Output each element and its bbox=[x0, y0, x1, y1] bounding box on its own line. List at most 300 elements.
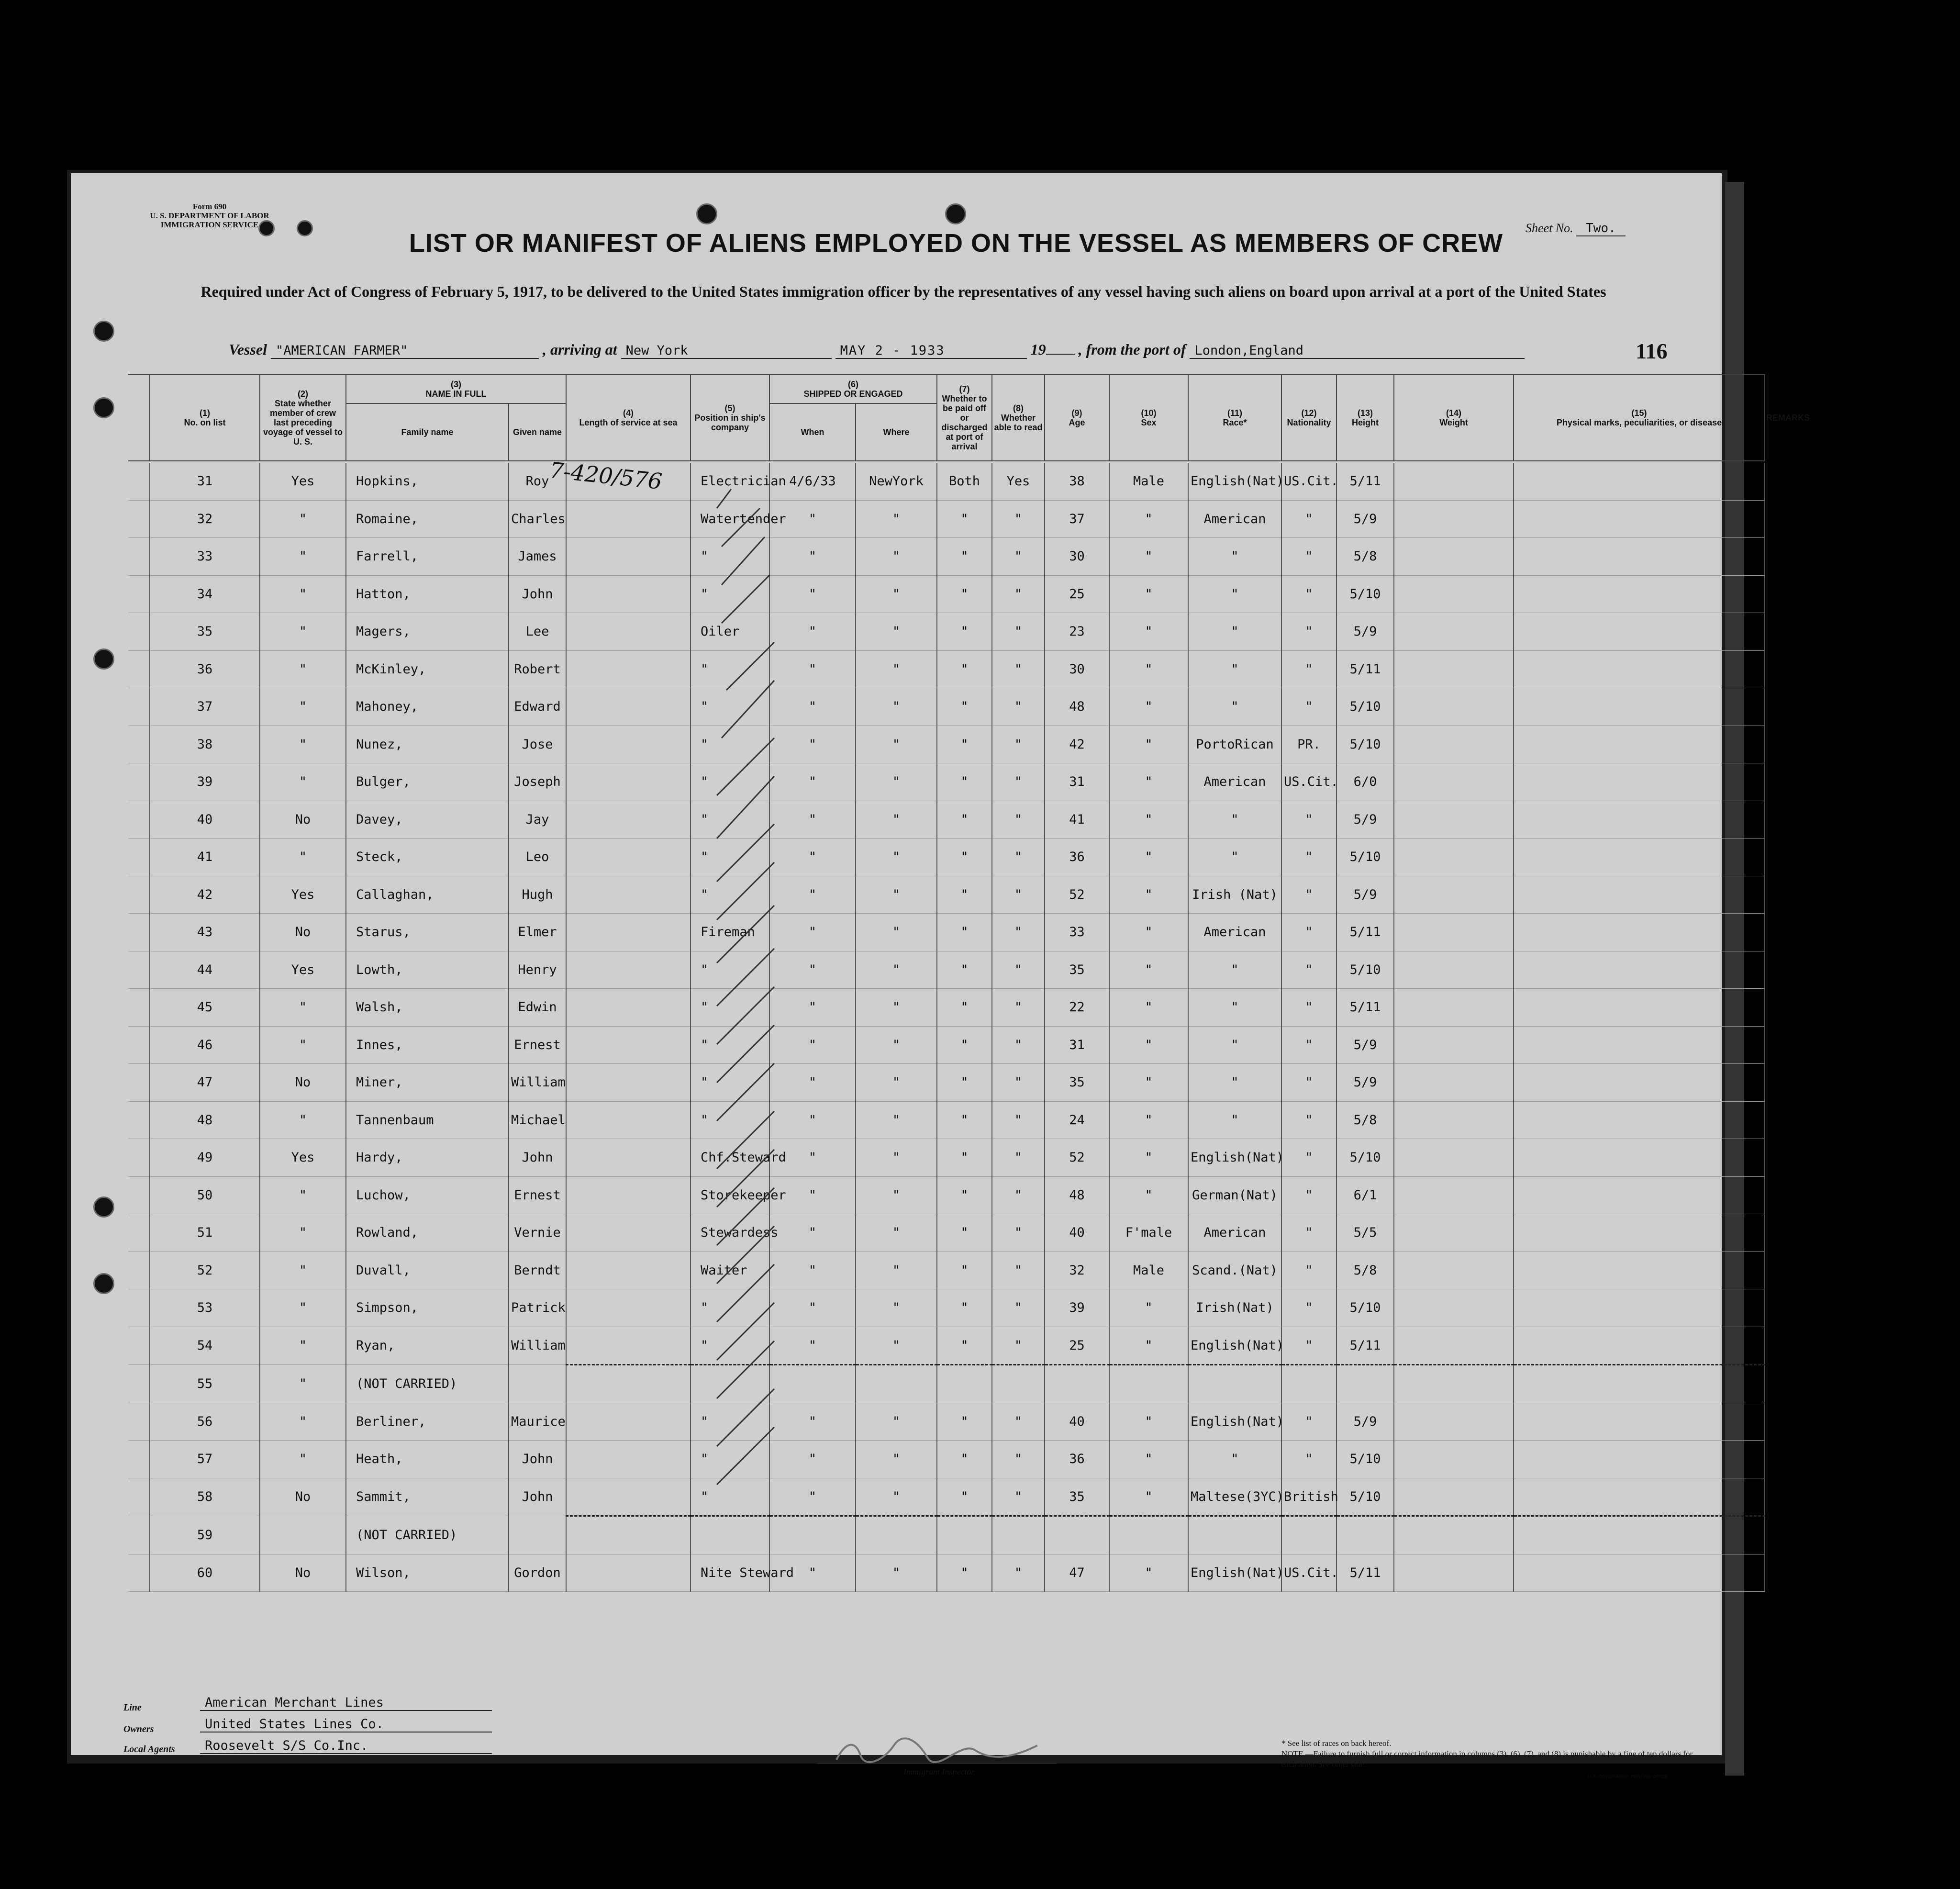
cell-read: " bbox=[992, 951, 1045, 989]
cell-age: 52 bbox=[1045, 1139, 1109, 1177]
cell-read: " bbox=[992, 1176, 1045, 1214]
cell-sex: " bbox=[1109, 688, 1188, 726]
cell-prev: " bbox=[260, 1441, 346, 1478]
table-row bbox=[128, 801, 1765, 838]
cell-height: 5/9 bbox=[1336, 1403, 1394, 1441]
row-margin bbox=[128, 463, 150, 500]
cell-where: " bbox=[856, 726, 937, 763]
agents-value: Roosevelt S/S Co.Inc. bbox=[200, 1738, 492, 1754]
cell-prev: No bbox=[260, 1064, 346, 1102]
cell-when: " bbox=[769, 1214, 856, 1252]
cell-where: " bbox=[856, 538, 937, 576]
cell-read: " bbox=[992, 989, 1045, 1027]
cell-height: 5/11 bbox=[1336, 1554, 1394, 1592]
cell-nat: " bbox=[1281, 650, 1336, 688]
cell-given: Ernest bbox=[509, 1176, 566, 1214]
cell-given: Charles bbox=[509, 500, 566, 538]
cell-position: " bbox=[690, 1026, 769, 1064]
cell-when: " bbox=[769, 1064, 856, 1102]
col-12-header: (12) Nationality bbox=[1281, 375, 1336, 461]
cell-empty bbox=[1394, 1026, 1514, 1064]
cell-height: 5/10 bbox=[1336, 575, 1394, 613]
cell-prev: " bbox=[260, 650, 346, 688]
table-row bbox=[128, 1214, 1765, 1252]
manifest-sheet bbox=[71, 173, 1810, 1779]
cell-position: " bbox=[690, 951, 769, 989]
cell-when: " bbox=[769, 951, 856, 989]
cell-position: " bbox=[690, 726, 769, 763]
cell-no: 60 bbox=[150, 1554, 260, 1592]
cell-family: Berliner, bbox=[346, 1403, 509, 1441]
cell-where: " bbox=[856, 914, 937, 951]
cell-family: Callaghan, bbox=[346, 876, 509, 914]
cell-race: German(Nat) bbox=[1188, 1176, 1281, 1214]
printer-imprint: U. S. GOVERNMENT PRINTING OFFICE bbox=[1588, 1774, 1668, 1779]
cell-when: " bbox=[769, 1403, 856, 1441]
table-row bbox=[128, 688, 1765, 726]
cell-position: " bbox=[690, 989, 769, 1027]
cell-height: 5/9 bbox=[1336, 1064, 1394, 1102]
cell-paid: " bbox=[937, 1214, 992, 1252]
cell-sex: " bbox=[1109, 1441, 1188, 1478]
cell-empty bbox=[566, 1139, 690, 1177]
cell-sex: " bbox=[1109, 763, 1188, 801]
cell-read: " bbox=[992, 1403, 1045, 1441]
cell-where: " bbox=[856, 1139, 937, 1177]
cell-when: " bbox=[769, 763, 856, 801]
cell-when: " bbox=[769, 876, 856, 914]
cell-when: " bbox=[769, 1554, 856, 1592]
cell-prev: " bbox=[260, 1026, 346, 1064]
cell-height: 5/10 bbox=[1336, 1139, 1394, 1177]
cell-empty bbox=[1514, 1365, 1765, 1403]
col-2-header: (2) State whether member of crew last preceding voyage of vessel to U. S. bbox=[260, 375, 346, 461]
cell-given: Michael bbox=[509, 1101, 566, 1139]
cell-empty bbox=[566, 688, 690, 726]
cell-height: 5/8 bbox=[1336, 1252, 1394, 1289]
cell-sex: " bbox=[1109, 914, 1188, 951]
cell-paid: " bbox=[937, 1403, 992, 1441]
cell-paid: " bbox=[937, 1289, 992, 1327]
cell-nat: " bbox=[1281, 1252, 1336, 1289]
cell-height: 5/8 bbox=[1336, 538, 1394, 576]
cell-where: " bbox=[856, 650, 937, 688]
cell-no: 44 bbox=[150, 951, 260, 989]
cell-empty bbox=[566, 1365, 690, 1403]
cell-no: 53 bbox=[150, 1289, 260, 1327]
cell-height: 5/10 bbox=[1336, 1441, 1394, 1478]
cell-position: " bbox=[690, 688, 769, 726]
cell-paid: " bbox=[937, 1176, 992, 1214]
cell-where bbox=[856, 1516, 937, 1554]
cell-prev: Yes bbox=[260, 1139, 346, 1177]
cell-empty bbox=[1394, 1139, 1514, 1177]
cell-empty bbox=[1514, 1026, 1765, 1064]
cell-empty bbox=[1394, 613, 1514, 651]
cell-position: " bbox=[690, 1289, 769, 1327]
row-margin bbox=[128, 650, 150, 688]
cell-family: Davey, bbox=[346, 801, 509, 838]
punch-hole bbox=[93, 1196, 114, 1218]
cell-race: English(Nat) bbox=[1188, 1403, 1281, 1441]
cell-position: " bbox=[690, 801, 769, 838]
cell-sex: " bbox=[1109, 951, 1188, 989]
cell-paid: " bbox=[937, 1327, 992, 1365]
cell-nat: " bbox=[1281, 1101, 1336, 1139]
cell-prev: " bbox=[260, 1289, 346, 1327]
row-margin bbox=[128, 1554, 150, 1592]
row-margin bbox=[128, 1289, 150, 1327]
cell-given: Vernie bbox=[509, 1214, 566, 1252]
cell-given: Jay bbox=[509, 801, 566, 838]
cell-sex: " bbox=[1109, 650, 1188, 688]
cell-no: 34 bbox=[150, 575, 260, 613]
cell-no: 50 bbox=[150, 1176, 260, 1214]
cell-empty bbox=[566, 1176, 690, 1214]
cell-read: " bbox=[992, 688, 1045, 726]
cell-paid: " bbox=[937, 726, 992, 763]
table-row bbox=[128, 1139, 1765, 1177]
cell-family: Wilson, bbox=[346, 1554, 509, 1592]
cell-height: 5/9 bbox=[1336, 876, 1394, 914]
cell-race: " bbox=[1188, 951, 1281, 989]
cell-where: " bbox=[856, 1064, 937, 1102]
cell-family: (NOT CARRIED) bbox=[346, 1516, 509, 1554]
cell-nat: " bbox=[1281, 1214, 1336, 1252]
cell-sex: Male bbox=[1109, 463, 1188, 500]
cell-nat: " bbox=[1281, 613, 1336, 651]
table-row bbox=[128, 1554, 1765, 1592]
vessel-line: Vessel "AMERICAN FARMER" , arriving at New York MAY 2 - 1933 19 , from the port of London,England bbox=[229, 341, 1664, 365]
cell-position: " bbox=[690, 1403, 769, 1441]
cell-prev: " bbox=[260, 575, 346, 613]
cell-empty bbox=[566, 500, 690, 538]
cell-when: " bbox=[769, 1101, 856, 1139]
cell-read: " bbox=[992, 575, 1045, 613]
cell-empty bbox=[1514, 1252, 1765, 1289]
cell-height: 5/10 bbox=[1336, 951, 1394, 989]
cell-sex: " bbox=[1109, 838, 1188, 876]
table-row bbox=[128, 1101, 1765, 1139]
cell-nat bbox=[1281, 1516, 1336, 1554]
cell-race: Scand.(Nat) bbox=[1188, 1252, 1281, 1289]
cell-read: " bbox=[992, 1101, 1045, 1139]
cell-no: 36 bbox=[150, 650, 260, 688]
cell-no: 33 bbox=[150, 538, 260, 576]
cell-nat: " bbox=[1281, 688, 1336, 726]
cell-empty bbox=[1394, 1403, 1514, 1441]
cell-race: Maltese(3YC) bbox=[1188, 1478, 1281, 1516]
document-subtitle: Required under Act of Congress of February 5, 1917, to be delivered to the United States immigration officer by the representatives of any vessel having such aliens on board upon arrival at a port of the United States bbox=[200, 283, 1606, 300]
cell-paid: " bbox=[937, 575, 992, 613]
row-margin bbox=[128, 688, 150, 726]
cell-when: " bbox=[769, 1289, 856, 1327]
cell-race: " bbox=[1188, 1026, 1281, 1064]
cell-height: 5/10 bbox=[1336, 1289, 1394, 1327]
cell-given: Joseph bbox=[509, 763, 566, 801]
table-row bbox=[128, 1478, 1765, 1516]
cell-empty bbox=[566, 538, 690, 576]
cell-height: 5/11 bbox=[1336, 914, 1394, 951]
cell-nat: " bbox=[1281, 1441, 1336, 1478]
cell-position: Stewardess bbox=[690, 1214, 769, 1252]
col-13-header: (13) Height bbox=[1336, 375, 1394, 461]
col-14-header: (14) Weight bbox=[1394, 375, 1514, 461]
cell-height: 5/11 bbox=[1336, 650, 1394, 688]
cell-race: American bbox=[1188, 500, 1281, 538]
arrival-port: New York bbox=[621, 343, 832, 359]
cell-family: Bulger, bbox=[346, 763, 509, 801]
cell-nat: " bbox=[1281, 838, 1336, 876]
cell-position: Fireman bbox=[690, 914, 769, 951]
cell-height: 5/9 bbox=[1336, 500, 1394, 538]
cell-nat: " bbox=[1281, 1327, 1336, 1365]
table-row bbox=[128, 1441, 1765, 1478]
cell-given: Patrick bbox=[509, 1289, 566, 1327]
cell-age: 36 bbox=[1045, 838, 1109, 876]
cell-empty bbox=[1514, 1214, 1765, 1252]
cell-read bbox=[992, 1365, 1045, 1403]
cell-empty bbox=[1394, 1101, 1514, 1139]
cell-position: Waiter bbox=[690, 1252, 769, 1289]
cell-when: " bbox=[769, 726, 856, 763]
cell-given: William bbox=[509, 1064, 566, 1102]
cell-empty bbox=[1394, 1214, 1514, 1252]
cell-race: " bbox=[1188, 1064, 1281, 1102]
cell-family: Hopkins, bbox=[346, 463, 509, 500]
punch-hole bbox=[297, 220, 313, 236]
cell-no: 59 bbox=[150, 1516, 260, 1554]
cell-family: Sammit, bbox=[346, 1478, 509, 1516]
cell-empty bbox=[1394, 838, 1514, 876]
cell-paid: " bbox=[937, 1252, 992, 1289]
cell-race: " bbox=[1188, 613, 1281, 651]
cell-empty bbox=[1394, 650, 1514, 688]
cell-age: 24 bbox=[1045, 1101, 1109, 1139]
row-margin bbox=[128, 989, 150, 1027]
cell-sex: " bbox=[1109, 1478, 1188, 1516]
punch-hole bbox=[93, 1273, 114, 1294]
cell-height: 5/10 bbox=[1336, 726, 1394, 763]
cell-race: " bbox=[1188, 1441, 1281, 1478]
line-value: American Merchant Lines bbox=[200, 1695, 492, 1711]
cell-paid: " bbox=[937, 1478, 992, 1516]
cell-nat: British bbox=[1281, 1478, 1336, 1516]
cell-empty bbox=[1514, 1064, 1765, 1102]
cell-prev: No bbox=[260, 801, 346, 838]
owners-value: United States Lines Co. bbox=[200, 1717, 492, 1733]
cell-empty bbox=[1514, 463, 1765, 500]
cell-empty bbox=[1514, 538, 1765, 576]
cell-empty bbox=[566, 613, 690, 651]
cell-empty bbox=[566, 1403, 690, 1441]
cell-given: Elmer bbox=[509, 914, 566, 951]
cell-when: " bbox=[769, 1478, 856, 1516]
cell-race: PortoRican bbox=[1188, 726, 1281, 763]
cell-empty bbox=[1514, 650, 1765, 688]
cell-prev: " bbox=[260, 613, 346, 651]
cell-sex: " bbox=[1109, 989, 1188, 1027]
cell-read: " bbox=[992, 763, 1045, 801]
cell-when: " bbox=[769, 1441, 856, 1478]
row-margin bbox=[128, 575, 150, 613]
table-row bbox=[128, 1176, 1765, 1214]
cell-age: 23 bbox=[1045, 613, 1109, 651]
cell-paid: " bbox=[937, 801, 992, 838]
cell-height: 5/10 bbox=[1336, 688, 1394, 726]
cell-position: " bbox=[690, 876, 769, 914]
cell-height: 5/11 bbox=[1336, 989, 1394, 1027]
cell-family: McKinley, bbox=[346, 650, 509, 688]
cell-no: 37 bbox=[150, 688, 260, 726]
cell-height: 5/8 bbox=[1336, 1101, 1394, 1139]
row-margin bbox=[128, 914, 150, 951]
cell-race: " bbox=[1188, 1101, 1281, 1139]
cell-given: James bbox=[509, 538, 566, 576]
cell-age: 32 bbox=[1045, 1252, 1109, 1289]
cell-age: 39 bbox=[1045, 1289, 1109, 1327]
cell-height: 6/0 bbox=[1336, 763, 1394, 801]
cell-sex: " bbox=[1109, 613, 1188, 651]
cell-prev: Yes bbox=[260, 876, 346, 914]
cell-prev: Yes bbox=[260, 463, 346, 500]
cell-age: 40 bbox=[1045, 1403, 1109, 1441]
cell-given: William bbox=[509, 1327, 566, 1365]
row-margin bbox=[128, 838, 150, 876]
cell-read: " bbox=[992, 1026, 1045, 1064]
handwritten-annotation: 7-420/576 bbox=[548, 457, 664, 495]
cell-race: English(Nat) bbox=[1188, 1554, 1281, 1592]
table-row bbox=[128, 989, 1765, 1027]
cell-empty bbox=[1514, 951, 1765, 989]
cell-nat bbox=[1281, 1365, 1336, 1403]
cell-nat: " bbox=[1281, 575, 1336, 613]
cell-where: " bbox=[856, 1403, 937, 1441]
punch-hole bbox=[945, 203, 966, 224]
cell-position: Chf.Steward bbox=[690, 1139, 769, 1177]
cell-paid: " bbox=[937, 538, 992, 576]
cell-paid: " bbox=[937, 951, 992, 989]
cell-empty bbox=[1514, 1478, 1765, 1516]
cell-given: Berndt bbox=[509, 1252, 566, 1289]
cell-race bbox=[1188, 1365, 1281, 1403]
cell-no: 39 bbox=[150, 763, 260, 801]
row-margin bbox=[128, 1327, 150, 1365]
cell-sex: " bbox=[1109, 876, 1188, 914]
table-row bbox=[128, 1026, 1765, 1064]
cell-nat: US.Cit. bbox=[1281, 763, 1336, 801]
cell-paid: " bbox=[937, 688, 992, 726]
cell-read: " bbox=[992, 1139, 1045, 1177]
cell-prev: " bbox=[260, 1403, 346, 1441]
cell-prev: No bbox=[260, 1554, 346, 1592]
cell-read: " bbox=[992, 914, 1045, 951]
cell-when: " bbox=[769, 613, 856, 651]
cell-age: 31 bbox=[1045, 1026, 1109, 1064]
cell-empty bbox=[566, 1252, 690, 1289]
form-identifier: Form 690 U. S. DEPARTMENT OF LABOR IMMIGRATION SERVICE bbox=[150, 202, 269, 229]
cell-given: Henry bbox=[509, 951, 566, 989]
cell-empty bbox=[1394, 989, 1514, 1027]
cell-no: 48 bbox=[150, 1101, 260, 1139]
cell-where: NewYork bbox=[856, 463, 937, 500]
row-margin bbox=[128, 1064, 150, 1102]
agents-label: Local Agents bbox=[123, 1744, 175, 1755]
cell-read: " bbox=[992, 876, 1045, 914]
col-4-header: (4) Length of service at sea bbox=[566, 375, 690, 461]
checkmark-column bbox=[702, 489, 798, 1590]
cell-race: Irish (Nat) bbox=[1188, 876, 1281, 914]
cell-family: Starus, bbox=[346, 914, 509, 951]
cell-empty bbox=[1514, 1516, 1765, 1554]
cell-paid: " bbox=[937, 1139, 992, 1177]
cell-nat: " bbox=[1281, 1403, 1336, 1441]
cell-where bbox=[856, 1365, 937, 1403]
row-margin bbox=[128, 1403, 150, 1441]
cell-empty bbox=[566, 1289, 690, 1327]
cell-family: Simpson, bbox=[346, 1289, 509, 1327]
cell-empty bbox=[566, 726, 690, 763]
cell-age: 36 bbox=[1045, 1441, 1109, 1478]
cell-empty bbox=[1514, 575, 1765, 613]
cell-paid: " bbox=[937, 876, 992, 914]
line-label: Line bbox=[123, 1702, 142, 1713]
cell-position: Storekeeper bbox=[690, 1176, 769, 1214]
cell-given: Lee bbox=[509, 613, 566, 651]
cell-when: " bbox=[769, 1139, 856, 1177]
cell-paid: " bbox=[937, 1101, 992, 1139]
cell-no: 38 bbox=[150, 726, 260, 763]
cell-age: 38 bbox=[1045, 463, 1109, 500]
cell-empty bbox=[1394, 1441, 1514, 1478]
cell-no: 46 bbox=[150, 1026, 260, 1064]
row-margin bbox=[128, 951, 150, 989]
cell-empty bbox=[1514, 688, 1765, 726]
cell-paid: " bbox=[937, 763, 992, 801]
cell-race: English(Nat) bbox=[1188, 463, 1281, 500]
table-row bbox=[128, 1252, 1765, 1289]
cell-empty bbox=[1514, 500, 1765, 538]
cell-empty bbox=[1514, 1176, 1765, 1214]
cell-read: " bbox=[992, 1478, 1045, 1516]
cell-race: American bbox=[1188, 1214, 1281, 1252]
cell-empty bbox=[1514, 1441, 1765, 1478]
cell-position: " bbox=[690, 763, 769, 801]
cell-given: Leo bbox=[509, 838, 566, 876]
cell-when: " bbox=[769, 838, 856, 876]
cell-where: " bbox=[856, 989, 937, 1027]
cell-race: " bbox=[1188, 575, 1281, 613]
cell-no: 56 bbox=[150, 1403, 260, 1441]
cell-nat: " bbox=[1281, 876, 1336, 914]
cell-paid: " bbox=[937, 1554, 992, 1592]
cell-nat: " bbox=[1281, 1026, 1336, 1064]
cell-height: 5/9 bbox=[1336, 1026, 1394, 1064]
cell-sex bbox=[1109, 1516, 1188, 1554]
cell-when: " bbox=[769, 801, 856, 838]
cell-empty bbox=[566, 763, 690, 801]
cell-when: 4/6/33 bbox=[769, 463, 856, 500]
cell-read: " bbox=[992, 1064, 1045, 1102]
cell-nat: " bbox=[1281, 538, 1336, 576]
table-row bbox=[128, 726, 1765, 763]
row-margin bbox=[128, 538, 150, 576]
table-row bbox=[128, 1516, 1765, 1554]
table-row bbox=[128, 1403, 1765, 1441]
table-row bbox=[128, 1289, 1765, 1327]
cell-nat: " bbox=[1281, 1289, 1336, 1327]
cell-empty bbox=[566, 838, 690, 876]
